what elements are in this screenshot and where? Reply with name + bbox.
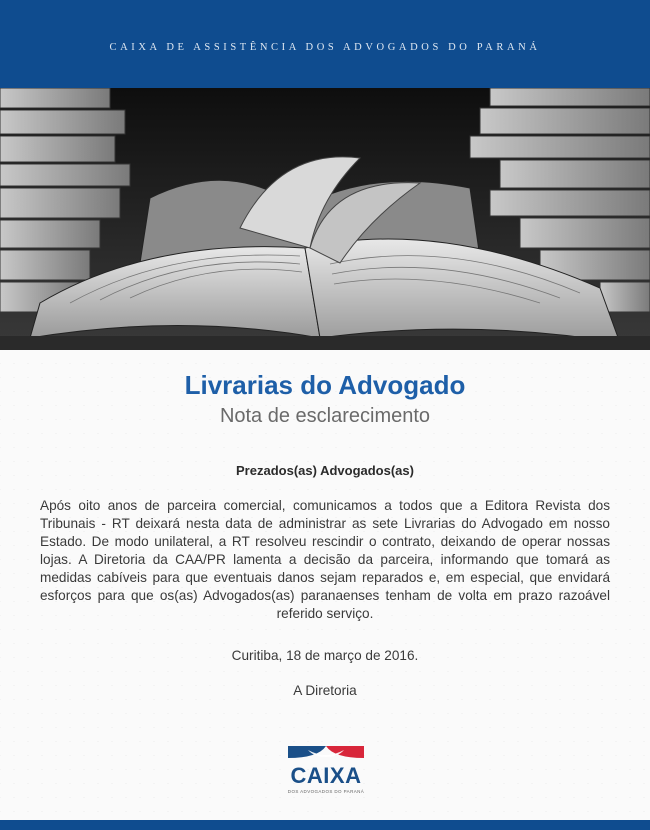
open-book-illustration [0,88,650,350]
hero-books-image [0,88,650,350]
page-subtitle: Nota de esclarecimento [219,405,431,427]
logo-name: CAIXA [290,763,362,788]
greeting: Prezados(as) Advogados(as) [236,463,414,478]
organization-name: CAIXA DE ASSISTÊNCIA DOS ADVOGADOS DO PARANÁ [109,42,541,53]
caixa-logo [280,744,372,806]
logo-waves-icon [280,744,372,764]
signature: A Diretoria [293,683,357,698]
page-title: Livrarias do Advogado [184,370,466,400]
logo-tagline: DOS ADVOGADOS DO PARANÁ [287,789,365,794]
footer-bar [0,820,650,830]
date-line: Curitiba, 18 de março de 2016. [231,648,419,663]
notice-body: Após oito anos de parceira comercial, comunicamos a todos que a Editora Revista dos Tribunais - RT deixará nesta data de administrar as sete Livrarias do Advogado em nosso Estado. De modo unilateral, a RT resolveu rescindir o contrato, deixando de operar nossas lojas. A Diretoria da CAA/PR lamenta a decisão da parceira, informando que tomará as medidas cabíveis para que eventuais danos sejam reparados e, em especial, que envidará esforços para que os(as) Advogados(as) paranaenses tenham de volta em prazo razoável referido serviço. [40,498,610,621]
header-banner [0,0,650,88]
